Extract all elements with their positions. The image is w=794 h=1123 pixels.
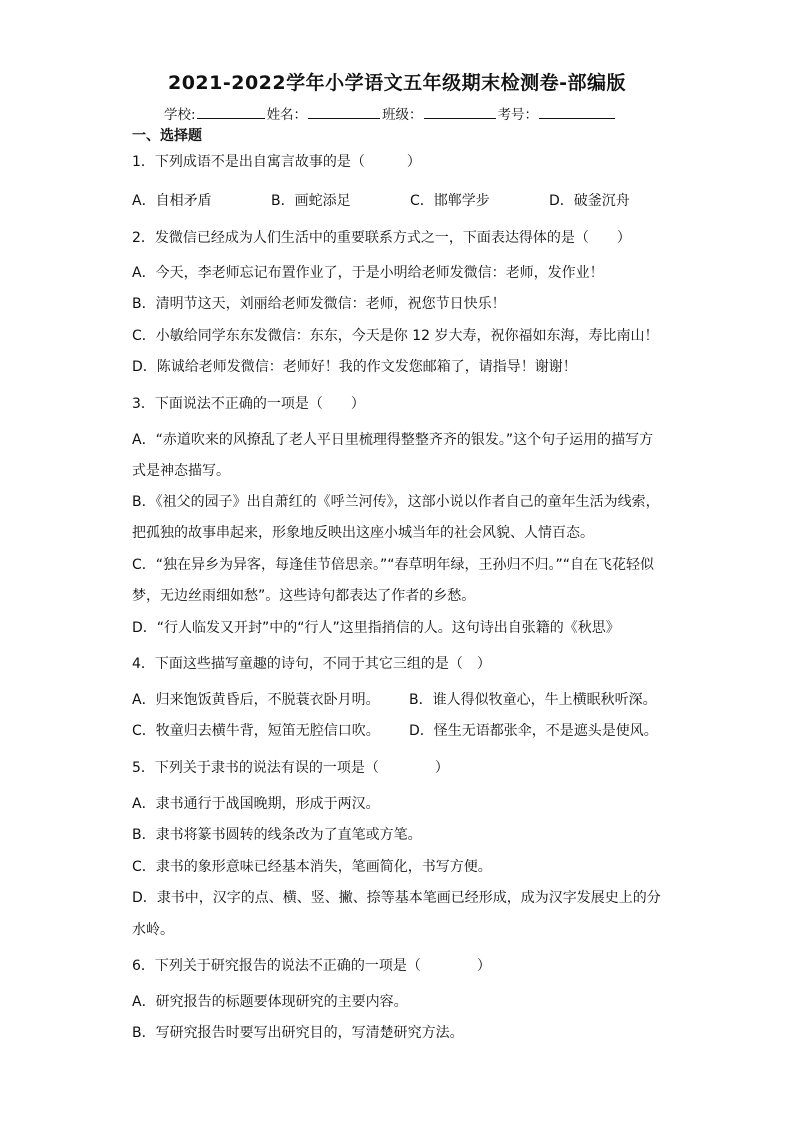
q2-option-c[interactable]: C．小敏给同学东东发微信：东东，今天是你 12 岁大寿，祝你福如东海，寿比南山！ [132, 328, 659, 344]
q3-option-d[interactable]: D．“行人临发又开封”中的“行人”这里指捎信的人。这句诗出自张籍的《秋思》 [132, 620, 620, 636]
exam-no-blank[interactable] [539, 106, 615, 119]
q5-option-c[interactable]: C．隶书的象形意味已经基本消失，笔画简化，书写方便。 [132, 859, 492, 875]
q5-option-d-line-1[interactable]: D．隶书中，汉字的点、横、竖、撇、捺等基本笔画已经形成，成为汉字发展史上的分 [132, 890, 661, 906]
question-6-stem: 6．下列关于研究报告的说法不正确的一项是（ ） [132, 958, 491, 974]
exam-no-label: 考号： [497, 107, 539, 123]
question-3-stem: 3．下面说法不正确的一项是（ ） [132, 396, 365, 412]
q1-option-b[interactable]: B．画蛇添足 [271, 193, 351, 209]
q4-option-d[interactable]: D．怪生无语都张伞，不是遮头是使风。 [409, 723, 658, 739]
q3-option-c-line-2: 梦，无边丝雨细如愁”。这些诗句都表达了作者的乡愁。 [132, 588, 476, 604]
q1-option-c[interactable]: C．邯郸学步 [410, 193, 490, 209]
q1-option-a[interactable]: A．自相矛盾 [132, 193, 212, 209]
question-1-stem: 1．下列成语不是出自寓言故事的是（ ） [132, 154, 421, 170]
school-blank[interactable] [197, 106, 265, 119]
q4-option-c[interactable]: C．牧童归去横牛背，短笛无腔信口吹。 [132, 723, 380, 739]
q3-option-c-line-1[interactable]: C．“独在异乡为异客，每逢佳节倍思亲。”“春草明年绿，王孙归不归。”“自在飞花轻似 [132, 557, 655, 573]
q1-option-d[interactable]: D．破釜沉舟 [549, 193, 630, 209]
question-4-options-row-2 [132, 721, 658, 741]
q2-option-b[interactable]: B．清明节这天，刘丽给老师发微信：老师，祝您节日快乐！ [132, 296, 506, 312]
class-label: 班级： [382, 107, 423, 123]
q3-option-b-line-2: 把孤独的故事串起来，形象地反映出这座小城当年的社会风貌、人情百态。 [132, 525, 594, 541]
question-1-options [132, 191, 630, 211]
name-label: 姓名： [266, 107, 308, 123]
q5-option-b[interactable]: B．隶书将篆书圆转的线条改为了直笔或方笔。 [132, 827, 422, 843]
q6-option-b[interactable]: B．写研究报告时要写出研究目的，写清楚研究方法。 [132, 1025, 464, 1041]
class-blank[interactable] [424, 106, 496, 119]
q5-option-a[interactable]: A．隶书通行于战国晚期，形成于两汉。 [132, 796, 380, 812]
q2-option-d[interactable]: D．陈诚给老师发微信：老师好！我的作文发您邮箱了，请指导！谢谢！ [132, 359, 577, 375]
section-heading: 一、选择题 [132, 128, 202, 144]
question-5-stem: 5．下列关于隶书的说法有误的一项是（ ） [132, 760, 449, 776]
name-blank[interactable] [308, 106, 380, 119]
school-label: 学校: [164, 107, 196, 123]
q3-option-a-line-2: 式是神态描写。 [132, 463, 230, 479]
q3-option-b-line-1[interactable]: B．《祖父的园子》出自萧红的《呼兰河传》，这部小说以作者自己的童年生活为线索， [132, 494, 660, 510]
q5-option-d-line-2: 水岭。 [132, 922, 174, 938]
question-4-options-row-1 [132, 690, 657, 710]
q4-option-a[interactable]: A．归来饱饭黄昏后，不脱蓑衣卧月明。 [132, 692, 380, 708]
question-4-stem: 4．下面这些描写童趣的诗句，不同于其它三组的是（ ） [132, 656, 491, 672]
q2-option-a[interactable]: A．今天，李老师忘记布置作业了，于是小明给老师发微信：老师，发作业！ [132, 265, 604, 281]
student-info-row [164, 103, 617, 123]
question-2-stem: 2．发微信已经成为人们生活中的重要联系方式之一，下面表达得体的是（ ） [132, 230, 631, 246]
q4-option-b[interactable]: B．谁人得似牧童心，牛上横眠秋听深。 [409, 692, 657, 708]
q6-option-a[interactable]: A．研究报告的标题要体现研究的主要内容。 [132, 994, 408, 1010]
exam-title: 2021-2022学年小学语文五年级期末检测卷-部编版 [167, 72, 627, 94]
q3-option-a-line-1[interactable]: A．“赤道吹来的风撩乱了老人平日里梳理得整整齐齐的银发。”这个句子运用的描写方 [132, 432, 654, 448]
